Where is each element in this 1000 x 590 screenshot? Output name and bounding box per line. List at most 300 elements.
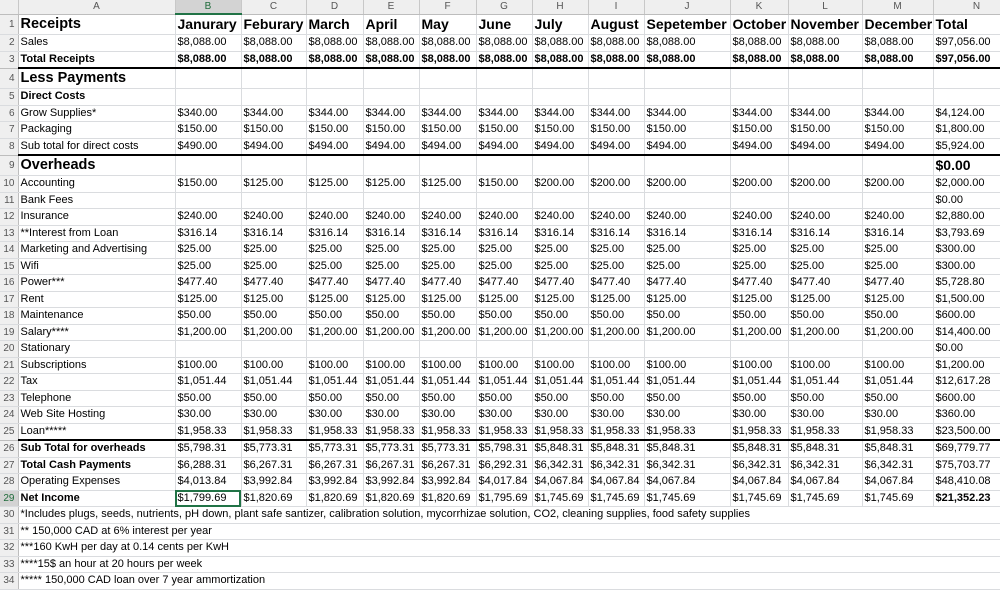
cell-A15[interactable]: Wifi bbox=[18, 258, 175, 275]
footnote-cell[interactable]: *Includes plugs, seeds, nutrients, pH down, plant safe santizer, calibration solution, mycorrhizae solution, CO2, cleaning supplies, food safety supplies bbox=[18, 507, 1000, 524]
cell-B26[interactable]: $5,798.31 bbox=[175, 440, 241, 457]
cell-H8[interactable]: $494.00 bbox=[532, 138, 588, 155]
row-header-9[interactable]: 9 bbox=[0, 155, 18, 176]
cell-A11[interactable]: Bank Fees bbox=[18, 192, 175, 209]
cell-E25[interactable]: $1,958.33 bbox=[363, 423, 419, 440]
column-header-B[interactable]: B bbox=[175, 0, 241, 14]
cell-C6[interactable]: $344.00 bbox=[241, 105, 306, 122]
row-header-28[interactable]: 28 bbox=[0, 474, 18, 491]
cell-B27[interactable]: $6,288.31 bbox=[175, 457, 241, 474]
cell-H21[interactable]: $100.00 bbox=[532, 357, 588, 374]
column-header-E[interactable]: E bbox=[363, 0, 419, 14]
cell-I27[interactable]: $6,342.31 bbox=[588, 457, 644, 474]
cell-N7[interactable]: $1,800.00 bbox=[933, 122, 1000, 139]
cell-E1[interactable]: April bbox=[363, 14, 419, 35]
cell-L8[interactable]: $494.00 bbox=[788, 138, 862, 155]
cell-M24[interactable]: $30.00 bbox=[862, 407, 933, 424]
cell-H7[interactable]: $150.00 bbox=[532, 122, 588, 139]
cell-F20[interactable] bbox=[419, 341, 476, 358]
cell-K3[interactable]: $8,088.00 bbox=[730, 51, 788, 68]
cell-L14[interactable]: $25.00 bbox=[788, 242, 862, 259]
cell-F29[interactable]: $1,820.69 bbox=[419, 490, 476, 507]
row-header-21[interactable]: 21 bbox=[0, 357, 18, 374]
cell-G1[interactable]: June bbox=[476, 14, 532, 35]
cell-B3[interactable]: $8,088.00 bbox=[175, 51, 241, 68]
cell-E15[interactable]: $25.00 bbox=[363, 258, 419, 275]
cell-M18[interactable]: $50.00 bbox=[862, 308, 933, 325]
cell-A12[interactable]: Insurance bbox=[18, 209, 175, 226]
cell-C12[interactable]: $240.00 bbox=[241, 209, 306, 226]
cell-H5[interactable] bbox=[532, 89, 588, 106]
row-header-23[interactable]: 23 bbox=[0, 390, 18, 407]
cell-J27[interactable]: $6,342.31 bbox=[644, 457, 730, 474]
row-header-13[interactable]: 13 bbox=[0, 225, 18, 242]
cell-A5[interactable]: Direct Costs bbox=[18, 89, 175, 106]
cell-C1[interactable]: Feburary bbox=[241, 14, 306, 35]
cell-D10[interactable]: $125.00 bbox=[306, 176, 363, 193]
cell-E16[interactable]: $477.40 bbox=[363, 275, 419, 292]
cell-C17[interactable]: $125.00 bbox=[241, 291, 306, 308]
cell-F5[interactable] bbox=[419, 89, 476, 106]
cell-A28[interactable]: Operating Expenses bbox=[18, 474, 175, 491]
cell-I15[interactable]: $25.00 bbox=[588, 258, 644, 275]
cell-A19[interactable]: Salary**** bbox=[18, 324, 175, 341]
column-header-D[interactable]: D bbox=[306, 0, 363, 14]
cell-G24[interactable]: $30.00 bbox=[476, 407, 532, 424]
cell-I8[interactable]: $494.00 bbox=[588, 138, 644, 155]
cell-E28[interactable]: $3,992.84 bbox=[363, 474, 419, 491]
cell-H9[interactable] bbox=[532, 155, 588, 176]
cell-M14[interactable]: $25.00 bbox=[862, 242, 933, 259]
cell-D18[interactable]: $50.00 bbox=[306, 308, 363, 325]
cell-C10[interactable]: $125.00 bbox=[241, 176, 306, 193]
cell-G10[interactable]: $150.00 bbox=[476, 176, 532, 193]
row-header-25[interactable]: 25 bbox=[0, 423, 18, 440]
cell-G28[interactable]: $4,017.84 bbox=[476, 474, 532, 491]
cell-D5[interactable] bbox=[306, 89, 363, 106]
cell-I9[interactable] bbox=[588, 155, 644, 176]
cell-B29[interactable]: $1,799.69 bbox=[175, 490, 241, 507]
cell-M20[interactable] bbox=[862, 341, 933, 358]
row-header-16[interactable]: 16 bbox=[0, 275, 18, 292]
cell-M10[interactable]: $200.00 bbox=[862, 176, 933, 193]
cell-M12[interactable]: $240.00 bbox=[862, 209, 933, 226]
row-header-8[interactable]: 8 bbox=[0, 138, 18, 155]
column-header-A[interactable]: A bbox=[18, 0, 175, 14]
cell-H3[interactable]: $8,088.00 bbox=[532, 51, 588, 68]
cell-K18[interactable]: $50.00 bbox=[730, 308, 788, 325]
cell-D2[interactable]: $8,088.00 bbox=[306, 35, 363, 52]
cell-C16[interactable]: $477.40 bbox=[241, 275, 306, 292]
cell-A4[interactable]: Less Payments bbox=[18, 68, 175, 89]
cell-I14[interactable]: $25.00 bbox=[588, 242, 644, 259]
cell-D7[interactable]: $150.00 bbox=[306, 122, 363, 139]
cell-D21[interactable]: $100.00 bbox=[306, 357, 363, 374]
cell-A2[interactable]: Sales bbox=[18, 35, 175, 52]
cell-J7[interactable]: $150.00 bbox=[644, 122, 730, 139]
cell-N10[interactable]: $2,000.00 bbox=[933, 176, 1000, 193]
cell-D16[interactable]: $477.40 bbox=[306, 275, 363, 292]
cell-J18[interactable]: $50.00 bbox=[644, 308, 730, 325]
cell-I22[interactable]: $1,051.44 bbox=[588, 374, 644, 391]
cell-J28[interactable]: $4,067.84 bbox=[644, 474, 730, 491]
cell-I5[interactable] bbox=[588, 89, 644, 106]
row-header-31[interactable]: 31 bbox=[0, 523, 18, 540]
cell-D29[interactable]: $1,820.69 bbox=[306, 490, 363, 507]
cell-H4[interactable] bbox=[532, 68, 588, 89]
cell-F4[interactable] bbox=[419, 68, 476, 89]
cell-H11[interactable] bbox=[532, 192, 588, 209]
cell-H28[interactable]: $4,067.84 bbox=[532, 474, 588, 491]
cell-C14[interactable]: $25.00 bbox=[241, 242, 306, 259]
cell-J29[interactable]: $1,745.69 bbox=[644, 490, 730, 507]
cell-A29[interactable]: Net Income bbox=[18, 490, 175, 507]
cell-H20[interactable] bbox=[532, 341, 588, 358]
cell-M9[interactable] bbox=[862, 155, 933, 176]
cell-J6[interactable]: $344.00 bbox=[644, 105, 730, 122]
cell-L27[interactable]: $6,342.31 bbox=[788, 457, 862, 474]
cell-I18[interactable]: $50.00 bbox=[588, 308, 644, 325]
cell-M23[interactable]: $50.00 bbox=[862, 390, 933, 407]
cell-D15[interactable]: $25.00 bbox=[306, 258, 363, 275]
cell-C23[interactable]: $50.00 bbox=[241, 390, 306, 407]
cell-B14[interactable]: $25.00 bbox=[175, 242, 241, 259]
cell-D25[interactable]: $1,958.33 bbox=[306, 423, 363, 440]
cell-A18[interactable]: Maintenance bbox=[18, 308, 175, 325]
cell-F22[interactable]: $1,051.44 bbox=[419, 374, 476, 391]
cell-A7[interactable]: Packaging bbox=[18, 122, 175, 139]
cell-K29[interactable]: $1,745.69 bbox=[730, 490, 788, 507]
footnote-cell[interactable]: ** 150,000 CAD at 6% interest per year bbox=[18, 523, 1000, 540]
cell-D27[interactable]: $6,267.31 bbox=[306, 457, 363, 474]
cell-I28[interactable]: $4,067.84 bbox=[588, 474, 644, 491]
row-header-34[interactable]: 34 bbox=[0, 573, 18, 590]
cell-K22[interactable]: $1,051.44 bbox=[730, 374, 788, 391]
cell-E5[interactable] bbox=[363, 89, 419, 106]
cell-G5[interactable] bbox=[476, 89, 532, 106]
cell-L17[interactable]: $125.00 bbox=[788, 291, 862, 308]
select-all-corner[interactable] bbox=[0, 0, 18, 14]
cell-D28[interactable]: $3,992.84 bbox=[306, 474, 363, 491]
cell-G18[interactable]: $50.00 bbox=[476, 308, 532, 325]
cell-E9[interactable] bbox=[363, 155, 419, 176]
row-header-27[interactable]: 27 bbox=[0, 457, 18, 474]
cell-M15[interactable]: $25.00 bbox=[862, 258, 933, 275]
cell-G13[interactable]: $316.14 bbox=[476, 225, 532, 242]
cell-N19[interactable]: $14,400.00 bbox=[933, 324, 1000, 341]
column-header-K[interactable]: K bbox=[730, 0, 788, 14]
cell-G6[interactable]: $344.00 bbox=[476, 105, 532, 122]
cell-I13[interactable]: $316.14 bbox=[588, 225, 644, 242]
row-header-15[interactable]: 15 bbox=[0, 258, 18, 275]
cell-D19[interactable]: $1,200.00 bbox=[306, 324, 363, 341]
cell-I2[interactable]: $8,088.00 bbox=[588, 35, 644, 52]
cell-I26[interactable]: $5,848.31 bbox=[588, 440, 644, 457]
cell-C8[interactable]: $494.00 bbox=[241, 138, 306, 155]
cell-J14[interactable]: $25.00 bbox=[644, 242, 730, 259]
row-header-5[interactable]: 5 bbox=[0, 89, 18, 106]
cell-E24[interactable]: $30.00 bbox=[363, 407, 419, 424]
column-header-C[interactable]: C bbox=[241, 0, 306, 14]
cell-G19[interactable]: $1,200.00 bbox=[476, 324, 532, 341]
cell-A24[interactable]: Web Site Hosting bbox=[18, 407, 175, 424]
cell-H19[interactable]: $1,200.00 bbox=[532, 324, 588, 341]
row-header-3[interactable]: 3 bbox=[0, 51, 18, 68]
cell-J16[interactable]: $477.40 bbox=[644, 275, 730, 292]
cell-C21[interactable]: $100.00 bbox=[241, 357, 306, 374]
cell-D3[interactable]: $8,088.00 bbox=[306, 51, 363, 68]
cell-N26[interactable]: $69,779.77 bbox=[933, 440, 1000, 457]
cell-N24[interactable]: $360.00 bbox=[933, 407, 1000, 424]
cell-B6[interactable]: $340.00 bbox=[175, 105, 241, 122]
cell-L4[interactable] bbox=[788, 68, 862, 89]
cell-B17[interactable]: $125.00 bbox=[175, 291, 241, 308]
row-header-10[interactable]: 10 bbox=[0, 176, 18, 193]
cell-G7[interactable]: $150.00 bbox=[476, 122, 532, 139]
cell-F28[interactable]: $3,992.84 bbox=[419, 474, 476, 491]
cell-H18[interactable]: $50.00 bbox=[532, 308, 588, 325]
cell-E14[interactable]: $25.00 bbox=[363, 242, 419, 259]
column-header-J[interactable]: J bbox=[644, 0, 730, 14]
cell-N29[interactable]: $21,352.23 bbox=[933, 490, 1000, 507]
cell-M28[interactable]: $4,067.84 bbox=[862, 474, 933, 491]
cell-L1[interactable]: November bbox=[788, 14, 862, 35]
cell-L18[interactable]: $50.00 bbox=[788, 308, 862, 325]
cell-L22[interactable]: $1,051.44 bbox=[788, 374, 862, 391]
row-header-1[interactable]: 1 bbox=[0, 14, 18, 35]
cell-K15[interactable]: $25.00 bbox=[730, 258, 788, 275]
cell-J17[interactable]: $125.00 bbox=[644, 291, 730, 308]
cell-F17[interactable]: $125.00 bbox=[419, 291, 476, 308]
row-header-4[interactable]: 4 bbox=[0, 68, 18, 89]
cell-H17[interactable]: $125.00 bbox=[532, 291, 588, 308]
cell-F6[interactable]: $344.00 bbox=[419, 105, 476, 122]
cell-L2[interactable]: $8,088.00 bbox=[788, 35, 862, 52]
cell-J26[interactable]: $5,848.31 bbox=[644, 440, 730, 457]
cell-N27[interactable]: $75,703.77 bbox=[933, 457, 1000, 474]
column-header-I[interactable]: I bbox=[588, 0, 644, 14]
cell-D9[interactable] bbox=[306, 155, 363, 176]
cell-D26[interactable]: $5,773.31 bbox=[306, 440, 363, 457]
cell-D14[interactable]: $25.00 bbox=[306, 242, 363, 259]
cell-L21[interactable]: $100.00 bbox=[788, 357, 862, 374]
column-header-N[interactable]: N bbox=[933, 0, 1000, 14]
cell-I7[interactable]: $150.00 bbox=[588, 122, 644, 139]
cell-F10[interactable]: $125.00 bbox=[419, 176, 476, 193]
cell-E2[interactable]: $8,088.00 bbox=[363, 35, 419, 52]
cell-M29[interactable]: $1,745.69 bbox=[862, 490, 933, 507]
cell-C19[interactable]: $1,200.00 bbox=[241, 324, 306, 341]
cell-B19[interactable]: $1,200.00 bbox=[175, 324, 241, 341]
cell-N8[interactable]: $5,924.00 bbox=[933, 138, 1000, 155]
cell-N28[interactable]: $48,410.08 bbox=[933, 474, 1000, 491]
cell-E23[interactable]: $50.00 bbox=[363, 390, 419, 407]
cell-A23[interactable]: Telephone bbox=[18, 390, 175, 407]
cell-A21[interactable]: Subscriptions bbox=[18, 357, 175, 374]
cell-K10[interactable]: $200.00 bbox=[730, 176, 788, 193]
cell-K26[interactable]: $5,848.31 bbox=[730, 440, 788, 457]
cell-B16[interactable]: $477.40 bbox=[175, 275, 241, 292]
cell-I29[interactable]: $1,745.69 bbox=[588, 490, 644, 507]
cell-J13[interactable]: $316.14 bbox=[644, 225, 730, 242]
cell-B2[interactable]: $8,088.00 bbox=[175, 35, 241, 52]
cell-M6[interactable]: $344.00 bbox=[862, 105, 933, 122]
cell-G23[interactable]: $50.00 bbox=[476, 390, 532, 407]
cell-B21[interactable]: $100.00 bbox=[175, 357, 241, 374]
cell-I25[interactable]: $1,958.33 bbox=[588, 423, 644, 440]
cell-J15[interactable]: $25.00 bbox=[644, 258, 730, 275]
cell-I16[interactable]: $477.40 bbox=[588, 275, 644, 292]
cell-B4[interactable] bbox=[175, 68, 241, 89]
cell-H10[interactable]: $200.00 bbox=[532, 176, 588, 193]
cell-C13[interactable]: $316.14 bbox=[241, 225, 306, 242]
cell-B5[interactable] bbox=[175, 89, 241, 106]
cell-E10[interactable]: $125.00 bbox=[363, 176, 419, 193]
cell-B23[interactable]: $50.00 bbox=[175, 390, 241, 407]
cell-I19[interactable]: $1,200.00 bbox=[588, 324, 644, 341]
cell-L13[interactable]: $316.14 bbox=[788, 225, 862, 242]
row-header-30[interactable]: 30 bbox=[0, 507, 18, 524]
cell-M1[interactable]: December bbox=[862, 14, 933, 35]
cell-J19[interactable]: $1,200.00 bbox=[644, 324, 730, 341]
cell-M5[interactable] bbox=[862, 89, 933, 106]
cell-F13[interactable]: $316.14 bbox=[419, 225, 476, 242]
cell-F18[interactable]: $50.00 bbox=[419, 308, 476, 325]
cell-B22[interactable]: $1,051.44 bbox=[175, 374, 241, 391]
cell-K1[interactable]: October bbox=[730, 14, 788, 35]
cell-E7[interactable]: $150.00 bbox=[363, 122, 419, 139]
cell-N21[interactable]: $1,200.00 bbox=[933, 357, 1000, 374]
row-header-17[interactable]: 17 bbox=[0, 291, 18, 308]
cell-A6[interactable]: Grow Supplies* bbox=[18, 105, 175, 122]
cell-L16[interactable]: $477.40 bbox=[788, 275, 862, 292]
cell-E12[interactable]: $240.00 bbox=[363, 209, 419, 226]
cell-J24[interactable]: $30.00 bbox=[644, 407, 730, 424]
cell-H12[interactable]: $240.00 bbox=[532, 209, 588, 226]
cell-I1[interactable]: August bbox=[588, 14, 644, 35]
cell-G14[interactable]: $25.00 bbox=[476, 242, 532, 259]
cell-B7[interactable]: $150.00 bbox=[175, 122, 241, 139]
cell-C27[interactable]: $6,267.31 bbox=[241, 457, 306, 474]
cell-M16[interactable]: $477.40 bbox=[862, 275, 933, 292]
column-header-G[interactable]: G bbox=[476, 0, 532, 14]
cell-F15[interactable]: $25.00 bbox=[419, 258, 476, 275]
cell-J1[interactable]: Sepetember bbox=[644, 14, 730, 35]
cell-N3[interactable]: $97,056.00 bbox=[933, 51, 1000, 68]
cell-M26[interactable]: $5,848.31 bbox=[862, 440, 933, 457]
cell-E19[interactable]: $1,200.00 bbox=[363, 324, 419, 341]
cell-B9[interactable] bbox=[175, 155, 241, 176]
cell-A10[interactable]: Accounting bbox=[18, 176, 175, 193]
cell-K14[interactable]: $25.00 bbox=[730, 242, 788, 259]
cell-E21[interactable]: $100.00 bbox=[363, 357, 419, 374]
cell-K5[interactable] bbox=[730, 89, 788, 106]
cell-G11[interactable] bbox=[476, 192, 532, 209]
cell-A14[interactable]: Marketing and Advertising bbox=[18, 242, 175, 259]
cell-F9[interactable] bbox=[419, 155, 476, 176]
cell-A25[interactable]: Loan***** bbox=[18, 423, 175, 440]
row-header-2[interactable]: 2 bbox=[0, 35, 18, 52]
cell-K9[interactable] bbox=[730, 155, 788, 176]
cell-F8[interactable]: $494.00 bbox=[419, 138, 476, 155]
cell-L7[interactable]: $150.00 bbox=[788, 122, 862, 139]
cell-F7[interactable]: $150.00 bbox=[419, 122, 476, 139]
cell-G16[interactable]: $477.40 bbox=[476, 275, 532, 292]
cell-H16[interactable]: $477.40 bbox=[532, 275, 588, 292]
cell-J8[interactable]: $494.00 bbox=[644, 138, 730, 155]
cell-L10[interactable]: $200.00 bbox=[788, 176, 862, 193]
cell-M4[interactable] bbox=[862, 68, 933, 89]
cell-H13[interactable]: $316.14 bbox=[532, 225, 588, 242]
cell-H2[interactable]: $8,088.00 bbox=[532, 35, 588, 52]
cell-H27[interactable]: $6,342.31 bbox=[532, 457, 588, 474]
cell-F25[interactable]: $1,958.33 bbox=[419, 423, 476, 440]
row-header-20[interactable]: 20 bbox=[0, 341, 18, 358]
cell-E22[interactable]: $1,051.44 bbox=[363, 374, 419, 391]
cell-I10[interactable]: $200.00 bbox=[588, 176, 644, 193]
cell-G29[interactable]: $1,795.69 bbox=[476, 490, 532, 507]
cell-J5[interactable] bbox=[644, 89, 730, 106]
cell-L9[interactable] bbox=[788, 155, 862, 176]
cell-N1[interactable]: Total bbox=[933, 14, 1000, 35]
cell-F21[interactable]: $100.00 bbox=[419, 357, 476, 374]
cell-K13[interactable]: $316.14 bbox=[730, 225, 788, 242]
cell-J10[interactable]: $200.00 bbox=[644, 176, 730, 193]
cell-D23[interactable]: $50.00 bbox=[306, 390, 363, 407]
cell-K25[interactable]: $1,958.33 bbox=[730, 423, 788, 440]
cell-M7[interactable]: $150.00 bbox=[862, 122, 933, 139]
cell-F2[interactable]: $8,088.00 bbox=[419, 35, 476, 52]
cell-D20[interactable] bbox=[306, 341, 363, 358]
cell-L20[interactable] bbox=[788, 341, 862, 358]
cell-B24[interactable]: $30.00 bbox=[175, 407, 241, 424]
cell-K21[interactable]: $100.00 bbox=[730, 357, 788, 374]
cell-A3[interactable]: Total Receipts bbox=[18, 51, 175, 68]
cell-L23[interactable]: $50.00 bbox=[788, 390, 862, 407]
row-header-7[interactable]: 7 bbox=[0, 122, 18, 139]
cell-J21[interactable]: $100.00 bbox=[644, 357, 730, 374]
cell-L11[interactable] bbox=[788, 192, 862, 209]
cell-G21[interactable]: $100.00 bbox=[476, 357, 532, 374]
cell-M8[interactable]: $494.00 bbox=[862, 138, 933, 155]
cell-N25[interactable]: $23,500.00 bbox=[933, 423, 1000, 440]
cell-C7[interactable]: $150.00 bbox=[241, 122, 306, 139]
cell-K19[interactable]: $1,200.00 bbox=[730, 324, 788, 341]
cell-J2[interactable]: $8,088.00 bbox=[644, 35, 730, 52]
cell-G27[interactable]: $6,292.31 bbox=[476, 457, 532, 474]
cell-G22[interactable]: $1,051.44 bbox=[476, 374, 532, 391]
cell-H24[interactable]: $30.00 bbox=[532, 407, 588, 424]
cell-D17[interactable]: $125.00 bbox=[306, 291, 363, 308]
cell-C4[interactable] bbox=[241, 68, 306, 89]
cell-G8[interactable]: $494.00 bbox=[476, 138, 532, 155]
cell-N5[interactable] bbox=[933, 89, 1000, 106]
cell-C15[interactable]: $25.00 bbox=[241, 258, 306, 275]
column-header-H[interactable]: H bbox=[532, 0, 588, 14]
cell-M2[interactable]: $8,088.00 bbox=[862, 35, 933, 52]
cell-I23[interactable]: $50.00 bbox=[588, 390, 644, 407]
cell-K12[interactable]: $240.00 bbox=[730, 209, 788, 226]
cell-E13[interactable]: $316.14 bbox=[363, 225, 419, 242]
row-header-29[interactable]: 29 bbox=[0, 490, 18, 507]
row-header-26[interactable]: 26 bbox=[0, 440, 18, 457]
row-header-11[interactable]: 11 bbox=[0, 192, 18, 209]
row-header-12[interactable]: 12 bbox=[0, 209, 18, 226]
cell-B12[interactable]: $240.00 bbox=[175, 209, 241, 226]
cell-B28[interactable]: $4,013.84 bbox=[175, 474, 241, 491]
cell-F1[interactable]: May bbox=[419, 14, 476, 35]
cell-J4[interactable] bbox=[644, 68, 730, 89]
